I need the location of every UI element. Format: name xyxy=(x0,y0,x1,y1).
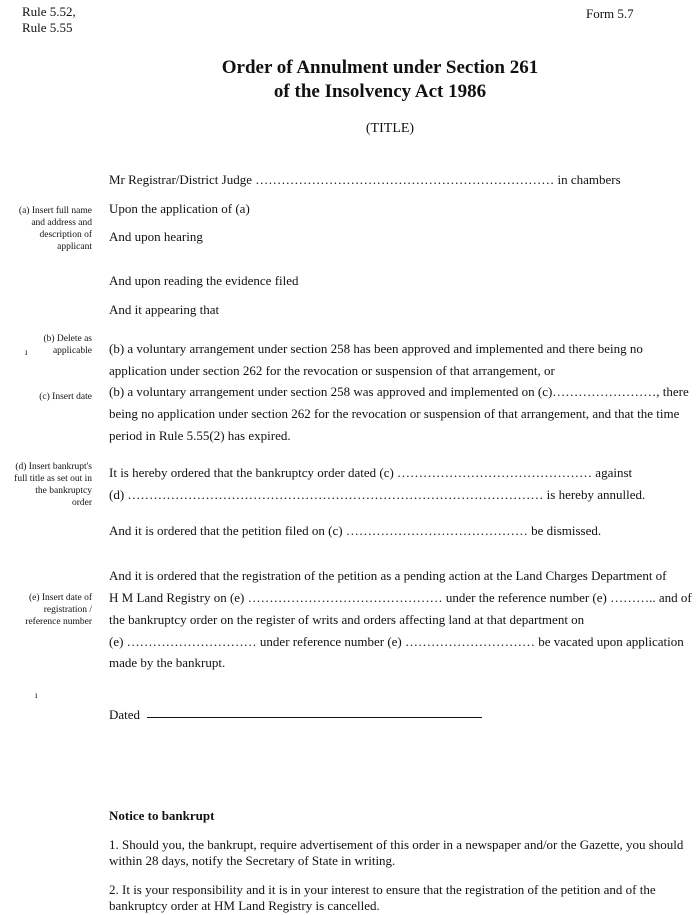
rule-line-2: Rule 5.55 xyxy=(22,20,73,35)
annulment-line-2: (d) …………………………………………………………………………………… is hereby annulled. xyxy=(109,487,646,502)
note-e-3: reference number xyxy=(25,617,92,627)
notice-item-2: 2. It is your responsibility and it is in your interest to ensure that the registration of the petition and of the bankruptcy order at HM Land Registry is cancelled. xyxy=(109,882,656,913)
scan-mark: ı xyxy=(35,690,38,700)
registrar-line: Mr Registrar/District Judge …………………………………………………………… in chambers xyxy=(109,172,621,187)
registration-line-2: H M Land Registry on (e) ……………………………………… under the reference number (e) ……….. and of xyxy=(109,590,692,605)
margin-note-a xyxy=(8,205,92,253)
margin-note-b xyxy=(8,333,92,357)
evidence-line: And upon reading the evidence filed xyxy=(109,273,299,288)
case-title-placeholder: (TITLE) xyxy=(365,121,415,136)
application-line: Upon the application of (a) xyxy=(109,201,250,216)
option-b2-line-1: (b) a voluntary arrangement under section 258 was approved and implemented on (c)……………………, there xyxy=(109,384,689,399)
rule-line-1: Rule 5.52, xyxy=(22,4,76,19)
note-a-1: (a) Insert full name xyxy=(18,206,92,216)
registration-line-4: (e) ………………………… under reference number (e) ………………………… be vacated upon application xyxy=(109,634,684,649)
scan-mark: ı xyxy=(25,347,28,357)
registration-line-5: made by the bankrupt. xyxy=(109,655,226,670)
note-e-2: registration / xyxy=(43,605,92,615)
note-d-2: full title as set out in xyxy=(14,474,92,484)
document-title xyxy=(0,56,700,104)
hearing-line: And upon hearing xyxy=(109,229,203,244)
option-b2-line-2: being no application under section 262 for the revocation or suspension of that arrangement, and that the time xyxy=(109,406,680,421)
note-b-1: (b) Delete as xyxy=(43,334,92,344)
margin-note-c xyxy=(8,391,92,403)
note-e-1: (e) Insert date of xyxy=(28,593,92,603)
option-b2-line-3: period in Rule 5.55(2) has expired. xyxy=(109,428,291,443)
margin-note-e xyxy=(8,592,92,628)
note-a-2: and address and xyxy=(31,218,92,228)
notice-item-1: 1. Should you, the bankrupt, require advertisement of this order in a newspaper and/or the Gazette, you should within 28 days, notify the Secretary of State in writing. xyxy=(109,837,684,868)
note-d-4: order xyxy=(71,498,92,508)
note-b-2: applicable xyxy=(52,346,92,356)
registration-line-1: And it is ordered that the registration of the petition as a pending action at the Land Charges Department of xyxy=(109,568,667,583)
notice-title: Notice to bankrupt xyxy=(109,808,215,823)
margin-note-d xyxy=(8,461,92,509)
note-c-1: (c) Insert date xyxy=(39,392,92,402)
note-d-1: (d) Insert bankrupt's xyxy=(15,462,92,472)
rule-reference xyxy=(22,4,76,36)
annulment-line-1: It is hereby ordered that the bankruptcy order dated (c) ……………………………………… against xyxy=(109,465,633,480)
title-line-2: of the Insolvency Act 1986 xyxy=(273,81,487,102)
note-a-3: description of xyxy=(39,230,92,240)
dated-signature-line xyxy=(147,717,482,718)
note-d-3: the bankruptcy xyxy=(35,486,92,496)
registration-line-3: the bankruptcy order on the register of writs and orders affecting land at that department on xyxy=(109,612,585,627)
dated-label: Dated xyxy=(109,707,141,722)
form-number: Form 5.7 xyxy=(586,6,634,21)
petition-dismissed-line: And it is ordered that the petition filed on (c) …………………………………… be dismissed. xyxy=(109,523,602,538)
title-line-1: Order of Annulment under Section 261 xyxy=(221,57,539,78)
option-b1-line-2: application under section 262 for the revocation or suspension of that arrangement, or xyxy=(109,363,555,378)
appearing-line: And it appearing that xyxy=(109,302,220,317)
note-a-4: applicant xyxy=(57,242,92,252)
option-b1-line-1: (b) a voluntary arrangement under section 258 has been approved and implemented and there being no xyxy=(109,341,643,356)
